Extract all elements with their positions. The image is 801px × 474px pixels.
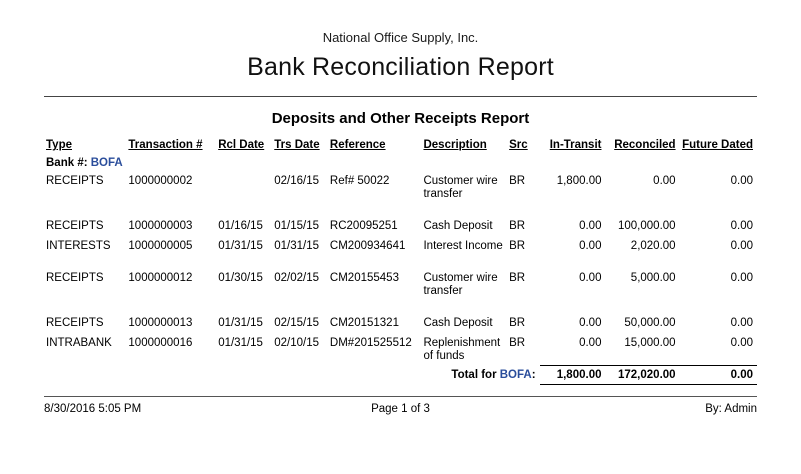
cell-reconciled: 5,000.00 — [630, 271, 676, 284]
deposits-table — [44, 137, 757, 385]
title-divider — [44, 96, 757, 97]
cell-description: Cash Deposit — [423, 220, 493, 233]
footer-page-number: Page 1 of 3 — [371, 403, 430, 415]
total-in-transit: 1,800.00 — [540, 366, 606, 385]
cell-in-transit: 0.00 — [579, 220, 602, 233]
column-header-transaction: Transaction # — [128, 139, 203, 151]
total-label-bank: BOFA — [499, 368, 532, 381]
total-future-dated: 0.00 — [680, 366, 757, 385]
cell-trs-date: 02/10/15 — [274, 336, 320, 349]
cell-future-dated: 0.00 — [730, 271, 753, 284]
table-row — [44, 217, 757, 236]
column-header-rcl-date: Rcl Date — [218, 139, 265, 151]
footer-timestamp: 8/30/2016 5:05 PM — [44, 403, 142, 415]
row-spacer — [44, 204, 757, 217]
cell-description: Customer wire transfer — [423, 175, 498, 201]
report-footer — [44, 396, 757, 415]
row-spacer — [44, 301, 757, 314]
cell-src: BR — [509, 336, 526, 349]
cell-reference: CM20151321 — [329, 317, 399, 330]
cell-description: Replenishment of funds — [423, 336, 501, 362]
cell-future-dated: 0.00 — [730, 336, 753, 349]
cell-trs-date: 01/15/15 — [274, 220, 320, 233]
total-row — [44, 366, 757, 385]
section-title: Deposits and Other Receipts Report — [271, 110, 530, 127]
cell-type: RECEIPTS — [46, 317, 104, 330]
cell-transaction: 1000000012 — [128, 271, 193, 284]
cell-rcl-date: 01/31/15 — [218, 239, 263, 252]
total-label — [421, 366, 539, 385]
cell-rcl-date: 01/16/15 — [218, 220, 263, 233]
column-header-reconciled: Reconciled — [614, 139, 676, 151]
column-header-description: Description — [423, 139, 487, 151]
cell-src: BR — [509, 271, 526, 284]
cell-description: Interest Income — [423, 239, 503, 252]
cell-in-transit: 0.00 — [579, 336, 602, 349]
cell-in-transit: 0.00 — [579, 239, 602, 252]
column-header-future-dated: Future Dated — [682, 139, 753, 151]
table-row — [44, 314, 757, 333]
cell-in-transit: 0.00 — [579, 317, 602, 330]
cell-type: RECEIPTS — [46, 271, 104, 284]
cell-reference: CM20155453 — [329, 271, 399, 284]
cell-transaction: 1000000003 — [128, 220, 193, 233]
bank-group-label — [44, 154, 757, 172]
total-reconciled: 172,020.00 — [605, 366, 679, 385]
cell-type: INTERESTS — [46, 239, 111, 252]
cell-in-transit: 0.00 — [579, 271, 602, 284]
column-header-src: Src — [509, 139, 528, 151]
cell-reference: RC20095251 — [329, 220, 398, 233]
cell-rcl-date: 01/31/15 — [218, 317, 263, 330]
cell-transaction: 1000000016 — [128, 336, 193, 349]
company-name: National Office Supply, Inc. — [322, 30, 479, 45]
table-row — [44, 334, 757, 366]
column-header-trs-date: Trs Date — [274, 139, 320, 151]
cell-reference: Ref# 50022 — [329, 175, 390, 187]
row-spacer-cell — [44, 256, 757, 269]
bank-group-row — [44, 154, 757, 172]
cell-reference: CM200934641 — [329, 239, 406, 252]
cell-reconciled: 0.00 — [653, 175, 676, 187]
cell-trs-date: 02/16/15 — [274, 175, 320, 187]
cell-rcl-date — [216, 172, 272, 204]
cell-src: BR — [509, 239, 526, 252]
cell-description: Cash Deposit — [423, 317, 493, 330]
cell-rcl-date: 01/30/15 — [218, 271, 263, 284]
cell-trs-date: 01/31/15 — [274, 239, 320, 252]
cell-reconciled: 2,020.00 — [630, 239, 676, 252]
cell-src: BR — [509, 220, 526, 233]
bank-name-value[interactable]: BOFA — [90, 157, 123, 169]
total-label-suffix: : — [531, 368, 536, 381]
table-row — [44, 172, 757, 204]
cell-transaction: 1000000002 — [128, 175, 193, 187]
table-row — [44, 269, 757, 301]
bank-label-text: Bank #: — [46, 157, 88, 169]
cell-trs-date: 02/15/15 — [274, 317, 320, 330]
row-spacer — [44, 256, 757, 269]
cell-future-dated: 0.00 — [730, 220, 753, 233]
total-spacer — [44, 366, 421, 385]
column-header-type: Type — [46, 139, 72, 151]
cell-transaction: 1000000013 — [128, 317, 193, 330]
total-label-prefix: Total for — [451, 368, 500, 381]
cell-type: RECEIPTS — [46, 175, 104, 187]
cell-reconciled: 100,000.00 — [618, 220, 676, 233]
cell-future-dated: 0.00 — [730, 317, 753, 330]
cell-reconciled: 50,000.00 — [624, 317, 676, 330]
row-spacer-cell — [44, 204, 757, 217]
footer-author: By: Admin — [705, 403, 757, 415]
cell-type: RECEIPTS — [46, 220, 104, 233]
cell-trs-date: 02/02/15 — [274, 271, 320, 284]
column-header-in-transit: In-Transit — [549, 139, 602, 151]
cell-future-dated: 0.00 — [730, 239, 753, 252]
page-title: Bank Reconciliation Report — [247, 53, 554, 81]
cell-src: BR — [509, 317, 526, 330]
cell-description: Customer wire transfer — [423, 271, 498, 298]
table-header-row — [44, 137, 757, 154]
cell-src: BR — [509, 175, 526, 187]
cell-future-dated: 0.00 — [730, 175, 753, 187]
cell-rcl-date: 01/31/15 — [218, 336, 263, 349]
cell-reference: DM#201525512 — [329, 336, 412, 349]
cell-reconciled: 15,000.00 — [624, 336, 676, 349]
cell-type: INTRABANK — [46, 336, 112, 349]
table-row — [44, 237, 757, 256]
cell-in-transit: 1,800.00 — [556, 175, 602, 187]
row-spacer-cell — [44, 301, 757, 314]
column-header-reference: Reference — [329, 139, 386, 151]
cell-transaction: 1000000005 — [128, 239, 193, 252]
